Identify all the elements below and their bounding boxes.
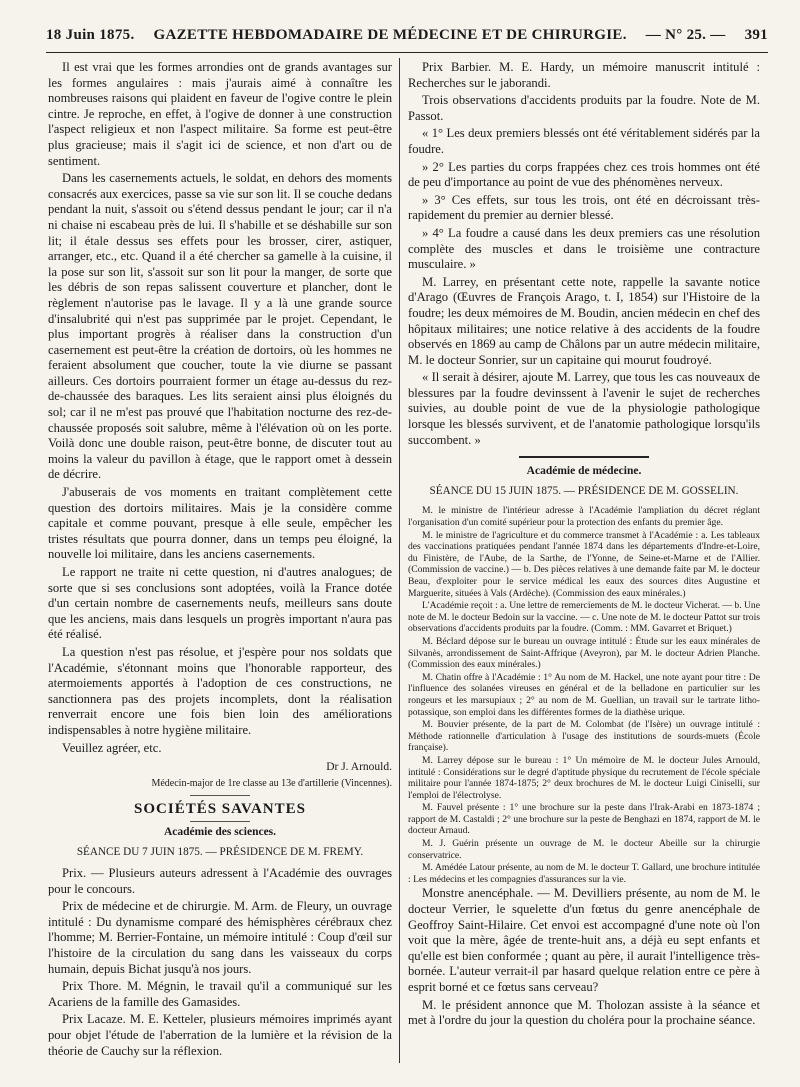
column-divider (399, 58, 400, 1063)
small-paragraph: M. Larrey dépose sur le bureau : 1° Un mémoire de M. le docteur Jules Arnould, intitulé : Considérations sur le degré d'aptitude physique du recrutement de l'école spéciale militaire pour l'année 1874-1875; 2° deux brochures de M. le docteur Luigi Ciniselli, sur l'emploi de l'électrolyse. (408, 754, 760, 801)
small-paragraph: M. Béclard dépose sur le bureau un ouvrage intitulé : Étude sur les eaux minérales de Silvanès, arrondissement de Saint-Affrique (Aveyron), par M. le docteur Adrien Planche. (Commission des eaux minérales.) (408, 635, 760, 671)
signature-title: Médecin-major de 1re classe au 13e d'artillerie (Vincennes). (151, 777, 392, 789)
small-paragraph: M. J. Guérin présente un ouvrage de M. le docteur Abeille sur la chirurgie conservatrice. (408, 838, 760, 861)
small-paragraph: M. le ministre de l'intérieur adresse à l'Académie l'ampliation du décret réglant l'organisation d'un comité supérieur pour la protection des enfants du premier âge. (408, 505, 760, 529)
small-paragraph: M. Bouvier présente, de la part de M. Colombat (de l'Isère) un ouvrage intitulé : Méthode rationnelle d'articulation à l'usage des institutions de sourds-muets (École française). (408, 719, 760, 754)
journal-title: GAZETTE HEBDOMADAIRE DE MÉDECINE ET DE CHIRURGIE. (153, 26, 627, 43)
section-title: SOCIÉTÉS SAVANTES (134, 801, 306, 818)
paragraph: « Il serait à désirer, ajoute M. Larrey, que tous les cas nouveaux de blessures par la foudre devinssent à l'avenir le sujet de recherches suivies, au double point de vue de la physiologie pathologique lorsque les blessés survivent, et de l'anatomie pathologique lorsqu'ils succombent. » (408, 370, 760, 447)
paragraph: » 4° La foudre a causé dans les deux premiers cas une résolution complète des muscles et dans le troisième une contracture musculaire. » (408, 225, 760, 272)
small-paragraph: M. Amédée Latour présente, au nom de M. le docteur T. Gallard, une brochure intitulée : Les médecins et les compagnies d'assurances sur la vie. (408, 862, 760, 885)
small-paragraph: M. Fauvel présente : 1° une brochure sur la peste dans l'Irak-Arabi en 1873-1874 ; rapport de M. Castaldi ; 2° une brochure sur la peste de Benghazi en 1874, rapport de M. le docteur Arnaud. (408, 802, 760, 837)
paragraph: La question n'est pas résolue, et j'espère pour nos soldats que l'Académie, s'étonnant moins que l'honorable rapporteur, des atermoiements apportés à l'adoption de ces constructions, ne sanctionnera pas des projets incomplets, dont la réalisation renverrait encore une fois bien loin des améliorations indispensables à notre hygiène militaire. (48, 644, 392, 737)
paragraph: Le rapport ne traite ni cette question, ni d'autres analogues; de sorte que si ses conclusions sont adoptées, voilà la France dotée d'un certain nombre de casernements neufs, meilleurs sans doute que les anciens, mais dans lesquels un progrès important n'aura pas été réalisé. (48, 565, 392, 642)
academy-title: Académie de médecine. (526, 465, 642, 478)
paragraph: » 2° Les parties du corps frappées chez ces trois hommes ont été de peu d'importance au point de vue des phénomènes nerveux. (408, 159, 760, 190)
section-rule (519, 456, 649, 458)
paragraph: Il est vrai que les formes arrondies ont de grands avantages sur les formes angulaires : mais j'aurais aimé à connaître les nombreuses raisons qui plaident en faveur de l'ogive contre le plein cintre. Je reproche, en effet, à l'ogive de donner à une construction l'aspect religieux et non l'aspect militaire. Sa forme est peut-être plus gracieuse; mais il s'agit ici de science, et non d'art ou de sentiment. (48, 60, 392, 168)
page-header (46, 22, 768, 48)
section-rule (190, 795, 250, 796)
small-paragraph: M. le ministre de l'agriculture et du commerce transmet à l'Académie : a. Les tableaux des vaccinations pratiquées pendant l'année 1874 dans les départements d'Indre-et-Loire, du Finistère, de l'Aube, de la Sarthe, de l'Yonne, de Seine-et-Marne et de l'Allier. (Commission de vaccine.) — b. Des pièces relatives à une demande faite par M. le docteur Beau, d'exploiter pour le service médical les eaux des sources dites Augustine et Marguerite, situées à Vals (Ardèche). (Commission des eaux minérales.) (408, 529, 760, 599)
small-paragraph: L'Académie reçoit : a. Une lettre de remerciements de M. le docteur Vicherat. — b. Une note de M. le docteur Bedoin sur la vaccine. — c. Une note de M. le docteur Pattot sur trois observations d'accidents produits par la foudre. (Comm. : MM. Gavarret et Briquet.) (408, 600, 760, 635)
academy-title: Académie des sciences. (163, 825, 277, 838)
seance-line: SÉANCE DU 7 JUIN 1875. — PRÉSIDENCE DE M. FREMY. (76, 845, 364, 858)
paragraph: M. le président annonce que M. Tholozan assiste à la séance et met à l'ordre du jour la question du choléra pour la prochaine séance. (408, 997, 760, 1028)
paragraph: J'abuserais de vos moments en traitant complètement cette question des dortoirs militaires. Mais je la considère comme capitale et comme pouvant, presque à elle seule, empêcher les tristes résultats que pourra donner, dans un temps peu éloigné, la nouvelle loi militaire, dans les anciens casernements. (48, 485, 392, 562)
left-column (48, 60, 392, 1061)
proceedings-list (408, 505, 760, 885)
paragraph: » 3° Ces effets, sur tous les trois, ont été en décroissant très-rapidement du premier au dernier blessé. (408, 192, 760, 223)
paragraph: « 1° Les deux premiers blessés ont été véritablement sidérés par la foudre. (408, 126, 760, 156)
paragraph: M. Larrey, en présentant cette note, rappelle la savante notice d'Arago (Œuvres de François Arago, t. I, 1854) sur l'Histoire de la foudre; les deux mémoires de M. Boudin, ancien médecin en chef des hôpitaux militaires; une notice relative à des accidents de la foudre observés en 1869 au camp de Châlons par un autre médecin militaire, M. le docteur Sonrier, sur un capitaine qui mourut foudroyé. (408, 274, 760, 367)
seance-line: SÉANCE DU 15 JUIN 1875. — PRÉSIDENCE DE M. GOSSELIN. (429, 484, 739, 497)
paragraph: Prix Thore. M. Mégnin, le travail qu'il a communiqué sur les Acariens de la famille des Gamasides. (48, 979, 392, 1009)
issue-number: — N° 25. — (645, 26, 726, 43)
paragraph: Prix. — Plusieurs auteurs adressent à l'Académie des ouvrages pour le concours. (48, 866, 392, 896)
paragraph: Dans les casernements actuels, le soldat, en dehors des moments consacrés aux exercices, passe sa vie sur son lit. Il se couche dedans pendant la nuit, s'assoit ou s'étend dessus pendant le jour; car il n'a ni chaise ni escabeau près de lui. Il s'habille et se déshabille sur son lit; il étale dessus ses effets pour les brosser, cirer, astiquer, arranger, etc., etc. Quand il a été chercher sa gamelle à la cuisine, il la pose sur son lit, s'assoit sur son lit pour la manger, de sorte que les débris de son repas salissent couverture et plancher, dont le règlement n'autorise pas le lavage. Il y a là une grande source d'insalubrité qui n'est pas supprimée par le projet. Cependant, le plus important progrès à réaliser dans la construction d'un casernement est peut-être la création de dortoirs, où les hommes ne feraient absolument que coucher, toute la vie diurne se passant ailleurs. Ces dortoirs pourraient former un étage au-dessus du rez-de-chaussée des baraques. Les lits seraient ainsi plus éloignés du sol; car il ne m'est pas prouvé que l'habitation nocturne des rez-de-chaussée proposés soit salubre, même à l'élévation où on les porte. Voilà donc une double raison, peut-être bonne, de discuter tout au moins la valeur du pavillon à étage, que le rapport omet à dessein de décrire. (48, 171, 392, 482)
small-paragraph: M. Chatin offre à l'Académie : 1° Au nom de M. Hackel, une note ayant pour titre : De l'influence des solanées vireuses en général et de la belladone en particulier sur les rongeurs et les marsupiaux ; 2° au nom de M. Guellian, un travail sur le tartrate litho-potassique, son emploi dans les différentes formes de la diathèse urique. (408, 671, 760, 718)
paragraph: Veuillez agréer, etc. (62, 740, 162, 755)
paragraph: Prix Barbier. M. E. Hardy, un mémoire manuscrit intitulé : Recherches sur le jaborandi. (408, 60, 760, 90)
right-column (408, 60, 760, 1031)
letter-signature: Dr J. Arnould. (326, 761, 392, 774)
paragraph: Monstre anencéphale. — M. Devilliers présente, au nom de M. le docteur Verrier, le squelette d'un fœtus du genre anencéphale de Geoffroy Saint-Hilaire. Cet envoi est accompagné d'une note où l'on voit que la mère, âgée de trente-huit ans, a déjà eu sept enfants et qu'elle est bien conformée ; quant au père, il aurait l'intelligence très-bornée. L'auteur verrait-il par hasard quelque relation entre ce père à esprit borné et ce fœtus sans cerveau? (408, 886, 760, 994)
paragraph: Prix Lacaze. M. E. Ketteler, plusieurs mémoires imprimés ayant pour objet l'étude de l'aberration de la lumière et la révision de la théorie de Cauchy sur la réflexion. (48, 1012, 392, 1058)
header-date: 18 Juin 1875. (46, 26, 135, 43)
section-rule (190, 821, 250, 822)
paragraph: Trois observations d'accidents produits par la foudre. Note de M. Passot. (408, 93, 760, 123)
header-rule (46, 52, 768, 53)
page-number: 391 (744, 26, 768, 43)
paragraph: Prix de médecine et de chirurgie. M. Arm. de Fleury, un ouvrage intitulé : Du dynamisme comparé des hémisphères cérébraux chez l'homme; M. Berrier-Fontaine, un mémoire intitulé : Coup d'œil sur l'histoire de la circulation du sang dans les vaisseaux du corps humain, depuis Bichat jusqu'à nos jours. (48, 899, 392, 976)
